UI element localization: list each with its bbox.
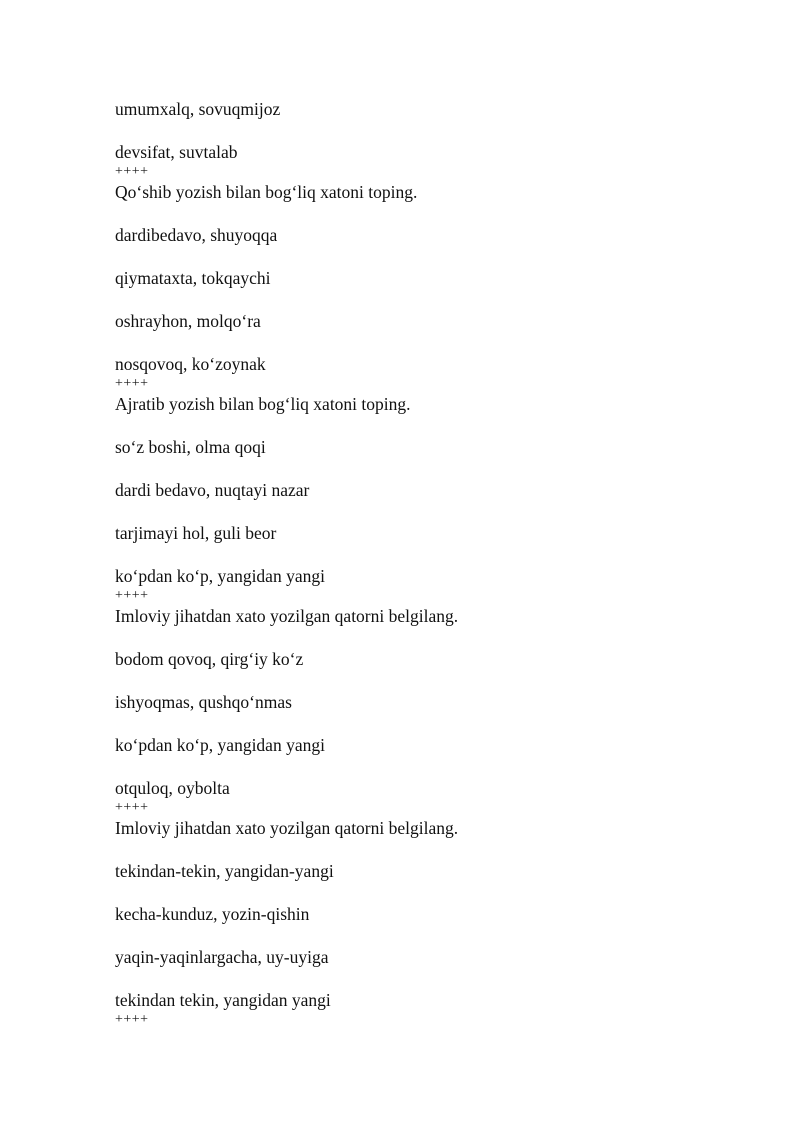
answer-option: bodom qovoq, qirg‘iy ko‘z <box>115 649 304 669</box>
answer-option: yaqin-yaqinlargacha, uy-uyiga <box>115 947 329 967</box>
answer-option: tekindan tekin, yangidan yangi <box>115 990 331 1010</box>
answer-option: devsifat, suvtalab <box>115 142 238 162</box>
separator: ++++ <box>115 164 149 179</box>
document-content <box>115 96 755 1027</box>
answer-option: otquloq, oybolta <box>115 778 230 798</box>
question-block-3 <box>115 391 755 603</box>
question-text: Imloviy jihatdan xato yozilgan qatorni belgilang. <box>115 818 459 838</box>
answer-option: kecha-kunduz, yozin-qishin <box>115 904 310 924</box>
answer-option: so‘z boshi, olma qoqi <box>115 437 266 457</box>
answer-option: oshrayhon, molqo‘ra <box>115 311 261 331</box>
answer-option: dardi bedavo, nuqtayi nazar <box>115 480 310 500</box>
answer-option: dardibedavo, shuyoqqa <box>115 225 278 245</box>
question-text: Ajratib yozish bilan bog‘liq xatoni toping. <box>115 394 411 414</box>
answer-option: tekindan-tekin, yangidan-yangi <box>115 861 334 881</box>
answer-option: nosqovoq, ko‘zoynak <box>115 354 266 374</box>
question-block-4 <box>115 603 755 815</box>
answer-option: ko‘pdan ko‘p, yangidan yangi <box>115 735 325 755</box>
question-block-1 <box>115 96 755 179</box>
question-text: Qo‘shib yozish bilan bog‘liq xatoni toping. <box>115 182 418 202</box>
answer-option: ko‘pdan ko‘p, yangidan yangi <box>115 566 325 586</box>
separator: ++++ <box>115 1012 149 1027</box>
answer-option: umumxalq, sovuqmijoz <box>115 99 281 119</box>
question-block-2 <box>115 179 755 391</box>
answer-option: ishyoqmas, qushqo‘nmas <box>115 692 292 712</box>
separator: ++++ <box>115 588 149 603</box>
separator: ++++ <box>115 376 149 391</box>
answer-option: tarjimayi hol, guli beor <box>115 523 277 543</box>
answer-option: qiymataxta, tokqaychi <box>115 268 271 288</box>
question-block-5 <box>115 815 755 1027</box>
separator: ++++ <box>115 800 149 815</box>
question-text: Imloviy jihatdan xato yozilgan qatorni belgilang. <box>115 606 459 626</box>
